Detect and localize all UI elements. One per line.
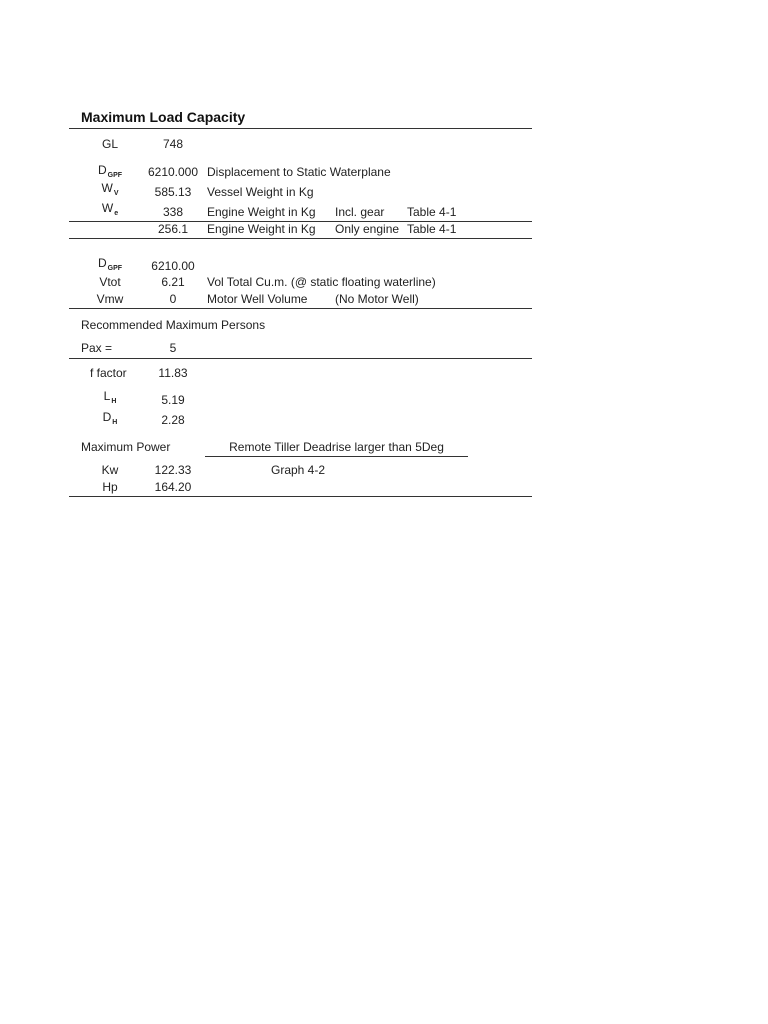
condition-underline	[205, 456, 468, 457]
f-factor-label: f factor	[90, 366, 127, 380]
dgpf-symbol-2: $D_{GPF}$	[97, 256, 123, 272]
vtot-label: Vtot	[99, 275, 121, 289]
hp-label: Hp	[102, 480, 118, 494]
hp-value: 164.20	[154, 480, 192, 494]
dgpf-value: 6210.000	[147, 165, 199, 179]
dh-symbol: $D_H$	[102, 410, 118, 426]
gl-value: 748	[162, 137, 184, 151]
vmw-description: Motor Well Volume	[207, 292, 308, 306]
vmw-note: (No Motor Well)	[335, 292, 419, 306]
dgpf-value-2: 6210.00	[151, 259, 195, 273]
f-factor-value: 11.83	[158, 366, 188, 380]
divider	[69, 496, 532, 497]
kw-label: Kw	[101, 463, 119, 477]
divider	[69, 358, 532, 359]
dgpf-description: Displacement to Static Waterplane	[207, 165, 391, 179]
pax-label: Pax =	[81, 341, 113, 355]
we-note: Incl. gear	[335, 205, 385, 219]
kw-value: 122.33	[154, 463, 192, 477]
wv-value: 585.13	[154, 185, 192, 199]
vmw-value: 0	[169, 292, 177, 306]
we-reference: Table 4-1	[407, 205, 457, 219]
power-condition: Remote Tiller Deadrise larger than 5Deg	[229, 440, 444, 454]
engine-only-description: Engine Weight in Kg	[207, 222, 316, 236]
pax-value: 5	[169, 341, 177, 355]
vtot-value: 6.21	[161, 275, 185, 289]
dgpf-symbol: $D_{GPF}$	[97, 163, 123, 179]
we-value: 338	[162, 205, 184, 219]
page-title: Maximum Load Capacity	[81, 109, 246, 125]
lh-value: 5.19	[161, 393, 185, 407]
we-description: Engine Weight in Kg	[207, 205, 316, 219]
vmw-label: Vmw	[96, 292, 124, 306]
engine-only-reference: Table 4-1	[407, 222, 457, 236]
divider	[69, 238, 532, 239]
power-heading: Maximum Power	[81, 440, 171, 454]
lh-symbol: $L_H$	[103, 389, 117, 405]
we-symbol: $W_e$	[101, 201, 119, 217]
engine-only-note: Only engine	[335, 222, 400, 236]
persons-heading: Recommended Maximum Persons	[81, 318, 266, 332]
graph-reference: Graph 4-2	[271, 463, 326, 477]
divider	[69, 128, 532, 129]
engine-only-value: 256.1	[157, 222, 189, 236]
gl-label: GL	[101, 137, 118, 151]
dh-value: 2.28	[161, 413, 185, 427]
divider	[69, 308, 532, 309]
vtot-description: Vol Total Cu.m. (@ static floating waterline)	[207, 275, 436, 289]
wv-description: Vessel Weight in Kg	[207, 185, 314, 199]
wv-symbol: $W_V$	[101, 181, 119, 197]
